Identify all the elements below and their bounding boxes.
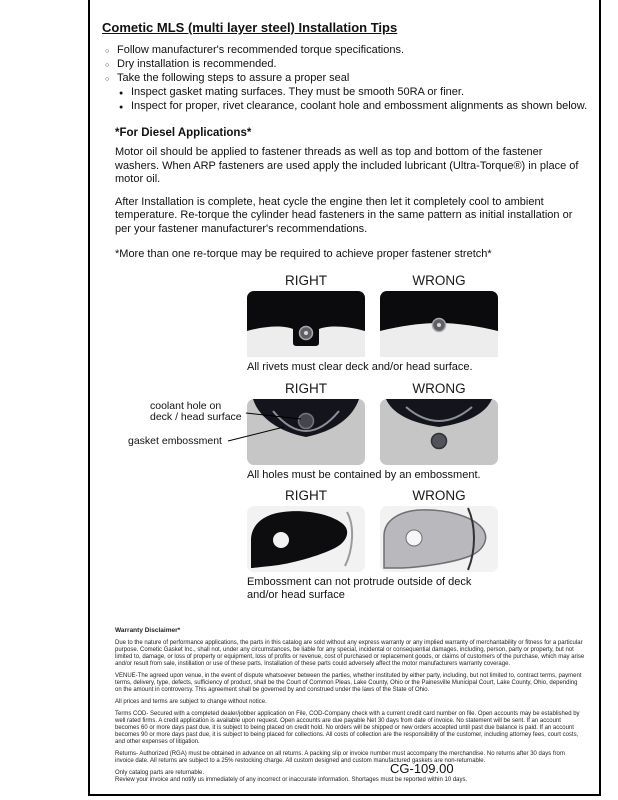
embossment-caption: Embossment can not protrude outside of deck and/or head surface xyxy=(247,576,472,601)
retorque-note: *More than one re-torque may be required to achieve proper fastener stretch* xyxy=(115,248,492,260)
right-label: RIGHT xyxy=(285,380,327,396)
gasket-embossment-label: gasket embossment xyxy=(128,434,222,447)
rivet-panels xyxy=(247,291,599,357)
warranty-disclaimer xyxy=(115,627,585,784)
embossment-panels xyxy=(247,506,599,572)
rivet-wrong-diagram xyxy=(380,291,498,357)
hole-panels xyxy=(247,399,599,465)
wrong-label: WRONG xyxy=(412,488,466,503)
embossment-wrong-diagram xyxy=(380,506,498,572)
tip-item: ○ Follow manufacturer's recommended torque specifications. xyxy=(105,44,599,57)
holes-caption: All holes must be contained by an embossment. xyxy=(247,468,481,481)
holes-right-diagram xyxy=(247,399,365,465)
rivets-caption: All rivets must clear deck and/or head surface. xyxy=(247,361,473,373)
right-wrong-labels xyxy=(247,488,498,503)
disclaimer-paragraph: Returns- Authorized (RGA) must be obtained in advance on all returns. A packing slip or invoice number must accompany the merchandise. No returns after 30 days from invoice date. All returns are subject to a 25% restocking charge. All custom designed and custom manufactured gaskets are non-returnable. xyxy=(115,751,565,764)
diesel-paragraph-1: Motor oil should be applied to fastener threads as well as top and bottom of the fastener washers. When ARP fasteners are used apply the included lubricant (Ultra-Torque®) in place of motor oil. xyxy=(115,146,579,185)
diesel-applications-heading: *For Diesel Applications* xyxy=(115,127,252,139)
embossment-right-diagram xyxy=(247,506,365,572)
disclaimer-heading: Warranty Disclaimer* xyxy=(115,627,181,634)
diagram-row-rivets xyxy=(100,273,599,374)
tip-item: ○ Dry installation is recommended. xyxy=(105,58,599,71)
disclaimer-paragraph: Review your invoice and notify us immediately of any incorrect or inaccurate information. Shortages must be reported within 10 days. xyxy=(115,777,468,783)
disclaimer-paragraph: VENUE-The agreed upon venue, in the event of dispute whatsoever between the parties, whether instituted by either party, including, but not limited to, contract terms, payment terms, delivery, type, defects, sufficiency of product, shall be the Court of Common Pleas, Lake County, Ohio or the Painesville Municipal Court, Lake County, Ohio, depending on the amount in controversy. This agreement shall be governed by and construed under the laws of the State of Ohio. xyxy=(115,673,582,693)
holes-wrong-diagram xyxy=(380,399,498,465)
tip-sub-item: ● Inspect for proper, rivet clearance, coolant hole and embossment alignments as shown below. xyxy=(119,100,599,113)
wrong-label: WRONG xyxy=(412,273,466,288)
catalog-page xyxy=(88,0,601,796)
doc-number: CG-109.00 xyxy=(390,761,454,776)
right-wrong-labels xyxy=(247,273,498,288)
right-wrong-labels xyxy=(247,381,498,396)
right-label: RIGHT xyxy=(285,488,327,503)
disclaimer-paragraph: Due to the nature of performance applications, the parts in this catalog are sold without any express warranty or any implied warranty of merchantability or fitness for a particular purpose. Cometic Gasket Inc., shall not, under any circumstances, be liable for any special, incidental or consequential damages, including, person, party or property, but not limited to, damage, or loss of property or equipment, loss of profits or revenue, cost of purchased or replacement goods, or claims of customers of the purchase, which may arise and/or result from sale, instillation or use of these parts. Installation of these parts could adversely affect the motor manufacturers warranty coverage. xyxy=(115,640,585,667)
diagram-row-embossment xyxy=(100,488,599,601)
tip-item: ○ Take the following steps to assure a proper seal xyxy=(105,72,599,85)
coolant-hole-label: coolant hole on deck / head surface xyxy=(150,399,242,423)
disclaimer-paragraph: Only catalog parts are returnable. xyxy=(115,770,205,776)
wrong-label: WRONG xyxy=(412,380,466,396)
tip-sub-item: ● Inspect gasket mating surfaces. They must be smooth 50RA or finer. xyxy=(119,86,599,99)
rivet-right-diagram xyxy=(247,291,365,357)
installation-tips-list xyxy=(100,44,599,113)
disclaimer-paragraph: All prices and terms are subject to change without notice. xyxy=(115,699,267,705)
diesel-paragraph-2: After Installation is complete, heat cycle the engine then let it completely cool to ambient temperature. Re-torque the cylinder head fasteners in the same pattern as initial installation or per your fastener manufacturer's recommendations. xyxy=(115,195,573,235)
right-label: RIGHT xyxy=(285,273,327,288)
page-title: Cometic MLS (multi layer steel) Installation Tips xyxy=(102,20,398,35)
disclaimer-paragraph: Terms COD- Secured with a completed dealer/jobber application on File, COD-Company check with a current credit card number on file. Open accounts may be established by well rated firms. A credit application is available upon request. Open accounts are due payable Net 30 days from date of invoice. No statement will be sent. If an account becomes 60 or more days past due, it is subject to being placed on credit hold. No orders will be shipped or new orders accepted until past due balance is paid. If an account becomes 90 or more days past due, it is subject to being placed for collections. All costs of collection are the responsibility of the customer, including attorney fees, court costs, and other expenses of litigation. xyxy=(115,711,580,745)
diagram-row-holes xyxy=(100,381,599,482)
